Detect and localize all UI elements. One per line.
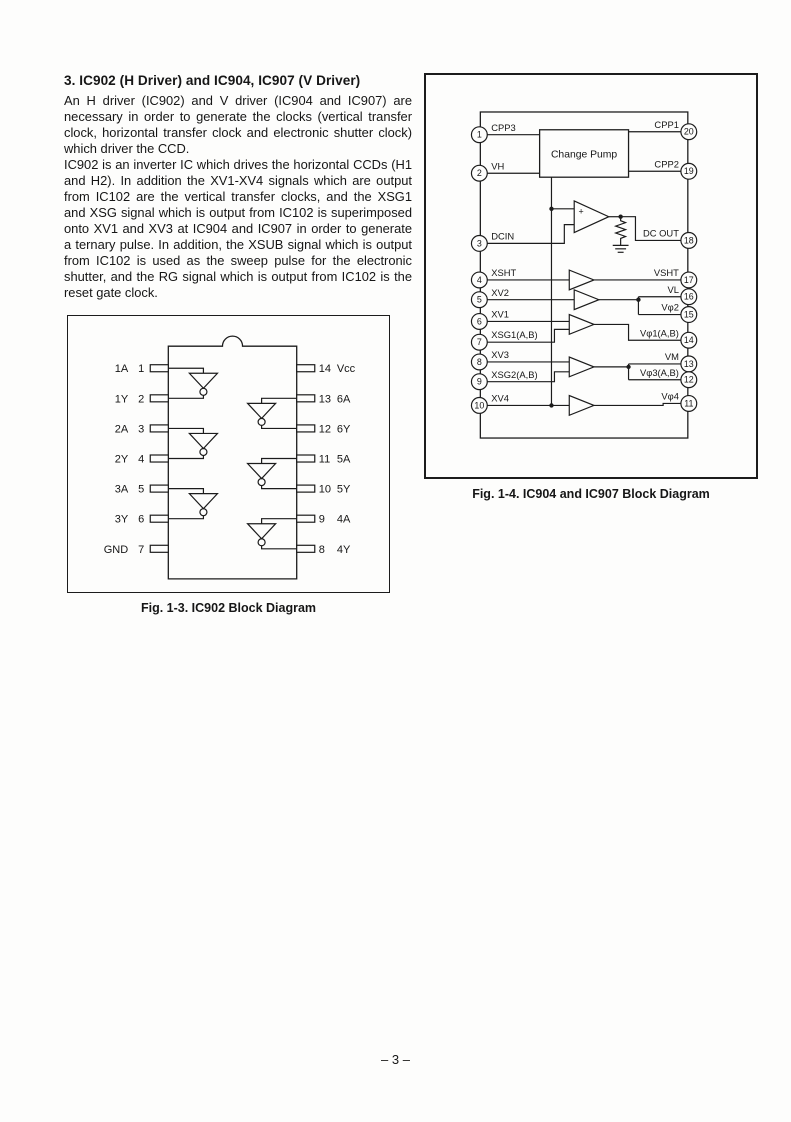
pin-circle-number: 17 [683, 274, 694, 285]
pin-label: DC OUT [642, 228, 679, 239]
pin-circle-number: 9 [476, 376, 482, 387]
ic902-right-pin-labels [319, 363, 356, 556]
pin-number: 10 [318, 483, 332, 496]
section-heading: 3. IC902 (H Driver) and IC904, IC907 (V Driver) [64, 73, 361, 88]
pin-number: 5 [138, 483, 145, 496]
pin-label: XSG2(A,B) [491, 369, 538, 380]
ic902-inverters-right [248, 398, 297, 548]
pin-circle-number: 15 [683, 309, 694, 320]
pin-label: CPP1 [654, 119, 679, 130]
paragraph-2: IC902 is an inverter IC which drives the horizontal CCDs (H1 and H2). In addition the XV1-XV4 signals which are output from IC102 are the vertical transfer clocks, and the XSG1 and XSG signal which is output from IC102 is superimposed onto XV1 and XV3 at IC904 and IC907 in order to generate a ternary pulse. In addition, the XSUB signal which is output from IC102 is used as the sweep pulse for the electronic shutter, and the RG signal which is output from IC102 is the reset gate clock. [64, 157, 412, 300]
pin-label: VH [491, 161, 505, 172]
pin-circle-number: 3 [476, 238, 482, 249]
pin-circle-number: 19 [683, 166, 694, 177]
ic904-right-pin-circles [681, 124, 697, 412]
ground-symbol [613, 245, 629, 252]
pin-circle-number: 20 [683, 126, 694, 137]
paragraph-1: An H driver (IC902) and V driver (IC904 and IC907) are necessary in order to generate the clocks (vertical transfer clock, horizontal transfer clock and electronic shutter clock) which driver the CCD. [64, 93, 412, 156]
section-ic-drivers [64, 73, 412, 301]
pin-number: 3 [138, 423, 145, 436]
pin-circle-number: 2 [476, 168, 482, 179]
pin-label: XV3 [491, 350, 509, 361]
pin-label: 4A [336, 513, 351, 526]
pin-label: XV4 [491, 393, 509, 404]
pin-number: 6 [138, 513, 145, 526]
pin-circle-number: 13 [683, 358, 694, 369]
pin-circle-number: 4 [476, 274, 482, 285]
pin-circle-number: 1 [476, 129, 482, 140]
pin-label: Vcc [336, 363, 356, 376]
ic902-inverters-left [168, 368, 217, 518]
pin-number: 4 [138, 453, 145, 466]
pin-number: 1 [138, 363, 145, 376]
ic902-body [168, 336, 296, 579]
pin-circle-number: 12 [683, 374, 694, 385]
pin-label: VSHT [653, 268, 679, 278]
pin-label: Vφ4 [661, 391, 679, 402]
pin-circle-number: 18 [683, 235, 694, 246]
pin-number: 13 [318, 393, 332, 406]
ic904-left-pin-circles [471, 127, 487, 414]
pin-number: 14 [318, 363, 332, 376]
pin-number: 12 [318, 423, 332, 436]
pin-circle-number: 16 [683, 291, 694, 302]
pin-number: 9 [318, 513, 325, 526]
pin-circle-number: 10 [474, 400, 485, 411]
ic904-diagram-svg [426, 75, 756, 477]
pin-number: 7 [138, 543, 145, 556]
pin-label: XV2 [491, 287, 509, 298]
pin-circle-number: 8 [476, 356, 482, 367]
pin-number: 11 [318, 453, 331, 466]
pin-label: 3A [114, 483, 129, 496]
pin-label: XSHT [491, 268, 517, 278]
pin-label: XSG1(A,B) [491, 330, 538, 341]
figure-1-4-caption: Fig. 1-4. IC904 and IC907 Block Diagram [472, 487, 710, 501]
pin-circle-number: 6 [476, 316, 482, 327]
pin-label: 5A [336, 453, 351, 466]
pin-label: 5Y [336, 483, 351, 496]
pin-label: 4Y [336, 543, 351, 556]
pin-label: 1A [114, 363, 129, 376]
ic904-right-pin-labels [640, 120, 679, 402]
pin-circle-number: 5 [476, 294, 482, 305]
pin-label: Vφ2 [661, 302, 679, 313]
resistor [616, 217, 626, 246]
pin-circle-number: 7 [476, 337, 482, 348]
page-number: – 3 – [381, 1052, 410, 1067]
pin-label: CPP2 [654, 159, 679, 170]
pin-circle-number: 11 [684, 398, 694, 409]
pin-circle-number: 14 [683, 335, 694, 346]
pin-label: 1Y [114, 393, 129, 406]
pin-number: 8 [318, 543, 325, 556]
pin-label: XV1 [491, 309, 509, 320]
pin-label: Vφ3(A,B) [640, 367, 679, 378]
comparator-plus-label: + [578, 206, 584, 217]
pin-label: 6Y [336, 423, 351, 436]
pin-label: CPP3 [491, 122, 516, 133]
pin-label: 2A [114, 423, 129, 436]
pin-label: DCIN [491, 231, 515, 242]
change-pump-label: Change Pump [550, 149, 618, 161]
figure-1-3-caption: Fig. 1-3. IC902 Block Diagram [140, 601, 317, 615]
pin-label: Vφ1(A,B) [640, 328, 679, 339]
pin-label: GND [103, 543, 129, 556]
pin-label: VM [664, 351, 679, 362]
pin-label: 6A [336, 393, 351, 406]
pin-label: 2Y [114, 453, 129, 466]
figure-ic902-block-diagram [67, 315, 390, 593]
pin-label: 3Y [114, 513, 129, 526]
figure-ic904-ic907-block-diagram [424, 73, 758, 479]
pin-number: 2 [138, 393, 145, 406]
ic902-left-pin-labels [104, 363, 145, 556]
ic902-diagram-svg [68, 316, 389, 592]
pin-label: VL [667, 284, 679, 295]
